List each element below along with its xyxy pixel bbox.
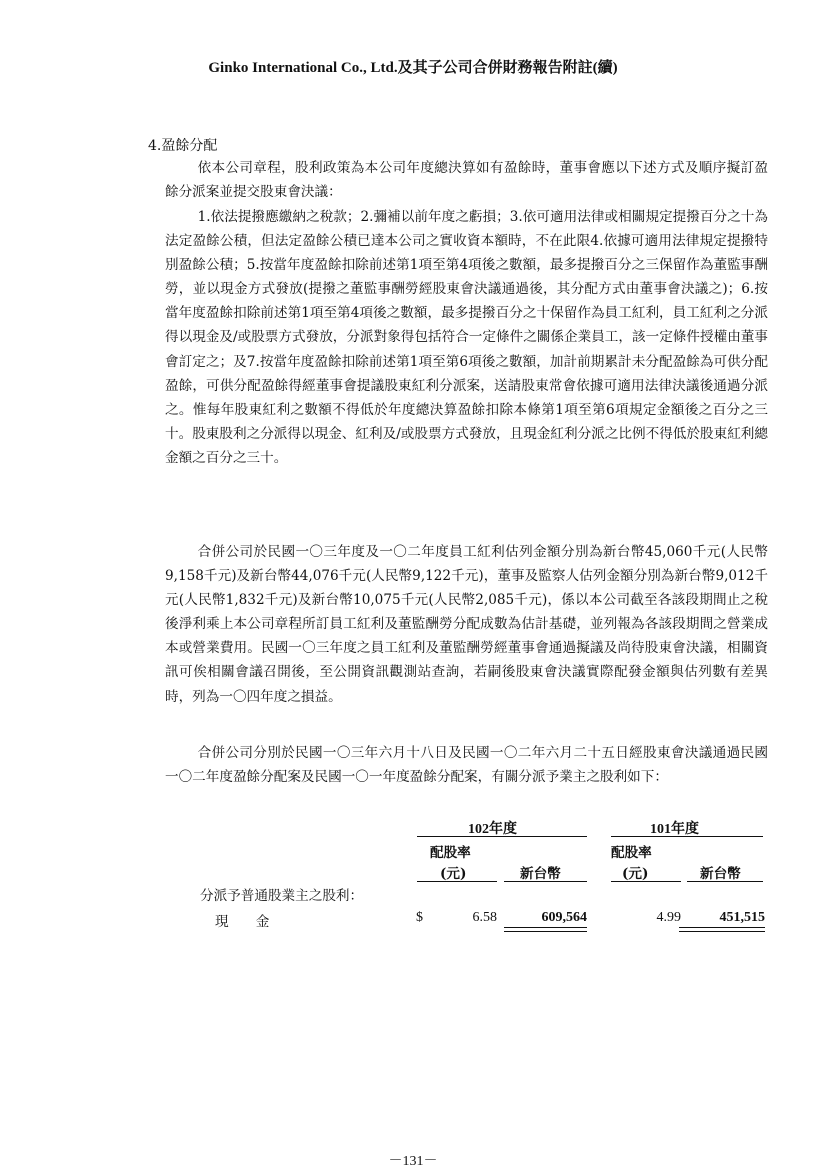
paragraph-text: 依本公司章程，股利政策為本公司年度總決算如有盈餘時，董事會應以下述方式及順序擬訂盈餘分派案並提交股東會決議： (165, 160, 768, 201)
page-number: －131－ (388, 1154, 438, 1169)
paragraph-text: 1.依法提撥應繳納之稅款；2.彌補以前年度之虧損；3.依可適用法律或相關規定提撥百分之十為法定盈餘公積，但法定盈餘公積已達本公司之實收資本額時，不在此限4.依據可適用法律規定提撥特別盈餘公積；5.按當年度盈餘扣除前述第1項至第4項後之數額，最多提撥百分之三保留作為董監事酬勞，並以現金方式發放(提撥之董監事酬勞經股東會決議通過後，其分配方式由董事會決議之)；6.按當年度盈餘扣除前述第1項至第4項後之數額，最多提撥百分之十保留作為員工紅利，員工紅利之分派得以現金及/或股票方式發放，分派對象得包括符合一定條件之關係企業員工，該一定條件授權由董事會訂定之；及7.按當年度盈餘扣除前述第1項至第6項後之數額，加計前期累計未分配盈餘為可供分配盈餘，可供分配盈餘得經董事會提議股東紅利分派案，送請股東常會依據可適用法律決議後通過分派之。惟每年股東紅利之數額不得低於年度總決算盈餘扣除本條第1項至第6項規定金額後之百分之三十。股東股利之分派得以現金、紅利及/或股票方式發放，且現金紅利分派之比例不得低於股東紅利總金額之百分之三十。 (165, 209, 768, 466)
section-title: 4.盈餘分配 (148, 138, 218, 154)
row-group-label: 分派予普通股業主之股利： (200, 888, 364, 904)
column-header-amount-a: 新台幣 (520, 866, 561, 882)
paragraph-dividend-resolution (165, 741, 768, 789)
page-header: Ginko International Co., Ltd.及其子公司合併財務報告附註(續) (208, 60, 618, 76)
value-amount-b: 451,515 (719, 910, 765, 925)
column-header-rate-unit-b: (元) (622, 866, 649, 882)
paragraph-text: 合併公司於民國一〇三年度及一〇二年度員工紅利估列金額分別為新台幣45,060千元(人民幣9,158千元)及新台幣44,076千元(人民幣9,122千元)，董事及監察人估列金額分別為新台幣9,012千元(人民幣1,832千元)及新台幣10,075千元(人民幣2,085千元)，係以本公司截至各該段期間止之稅後淨利乘上本公司章程所訂員工紅利及董監酬勞分配成數為估計基礎，並列報為各該段期間之營業成本或營業費用。民國一〇三年度之員工紅利及董監酬勞經董事會通過擬議及尚待股東會決議，相關資訊可俟相關會議召開後，至公開資訊觀測站查詢，若嗣後股東會決議實際配發金額與估列數有差異時，列為一〇四年度之損益。 (165, 544, 768, 705)
column-header-year-a: 102年度 (468, 822, 517, 837)
value-rate-a: 6.58 (472, 910, 497, 925)
column-header-rate-a: 配股率 (430, 845, 471, 861)
double-underline-amount-a (504, 927, 587, 932)
currency-symbol: $ (416, 910, 423, 925)
paragraph-text: 合併公司分別於民國一〇三年六月十八日及民國一〇二年六月二十五日經股東會決議通過民國一〇二年度盈餘分配案及民國一〇一年度盈餘分配案，有關分派予業主之股利如下： (165, 745, 768, 786)
subheader-rule-rate-b (611, 881, 681, 882)
header-rule-year-a (417, 836, 587, 837)
dividend-table (165, 814, 768, 934)
subheader-rule-amount-b (687, 881, 763, 882)
row-label-cash: 現 金 (215, 914, 270, 930)
column-header-rate-b: 配股率 (611, 845, 652, 861)
subheader-rule-amount-a (504, 881, 587, 882)
value-rate-b: 4.99 (656, 910, 681, 925)
column-header-year-b: 101年度 (650, 822, 699, 837)
paragraph-distribution-order (165, 205, 768, 470)
subheader-rule-rate-a (417, 881, 497, 882)
paragraph-policy-intro (165, 156, 768, 204)
column-header-amount-b: 新台幣 (700, 866, 741, 882)
header-rule-year-b (611, 836, 763, 837)
paragraph-bonus-estimate (165, 540, 768, 709)
double-underline-amount-b (679, 927, 765, 932)
column-header-rate-unit-a: (元) (440, 866, 467, 882)
value-amount-a: 609,564 (541, 910, 587, 925)
